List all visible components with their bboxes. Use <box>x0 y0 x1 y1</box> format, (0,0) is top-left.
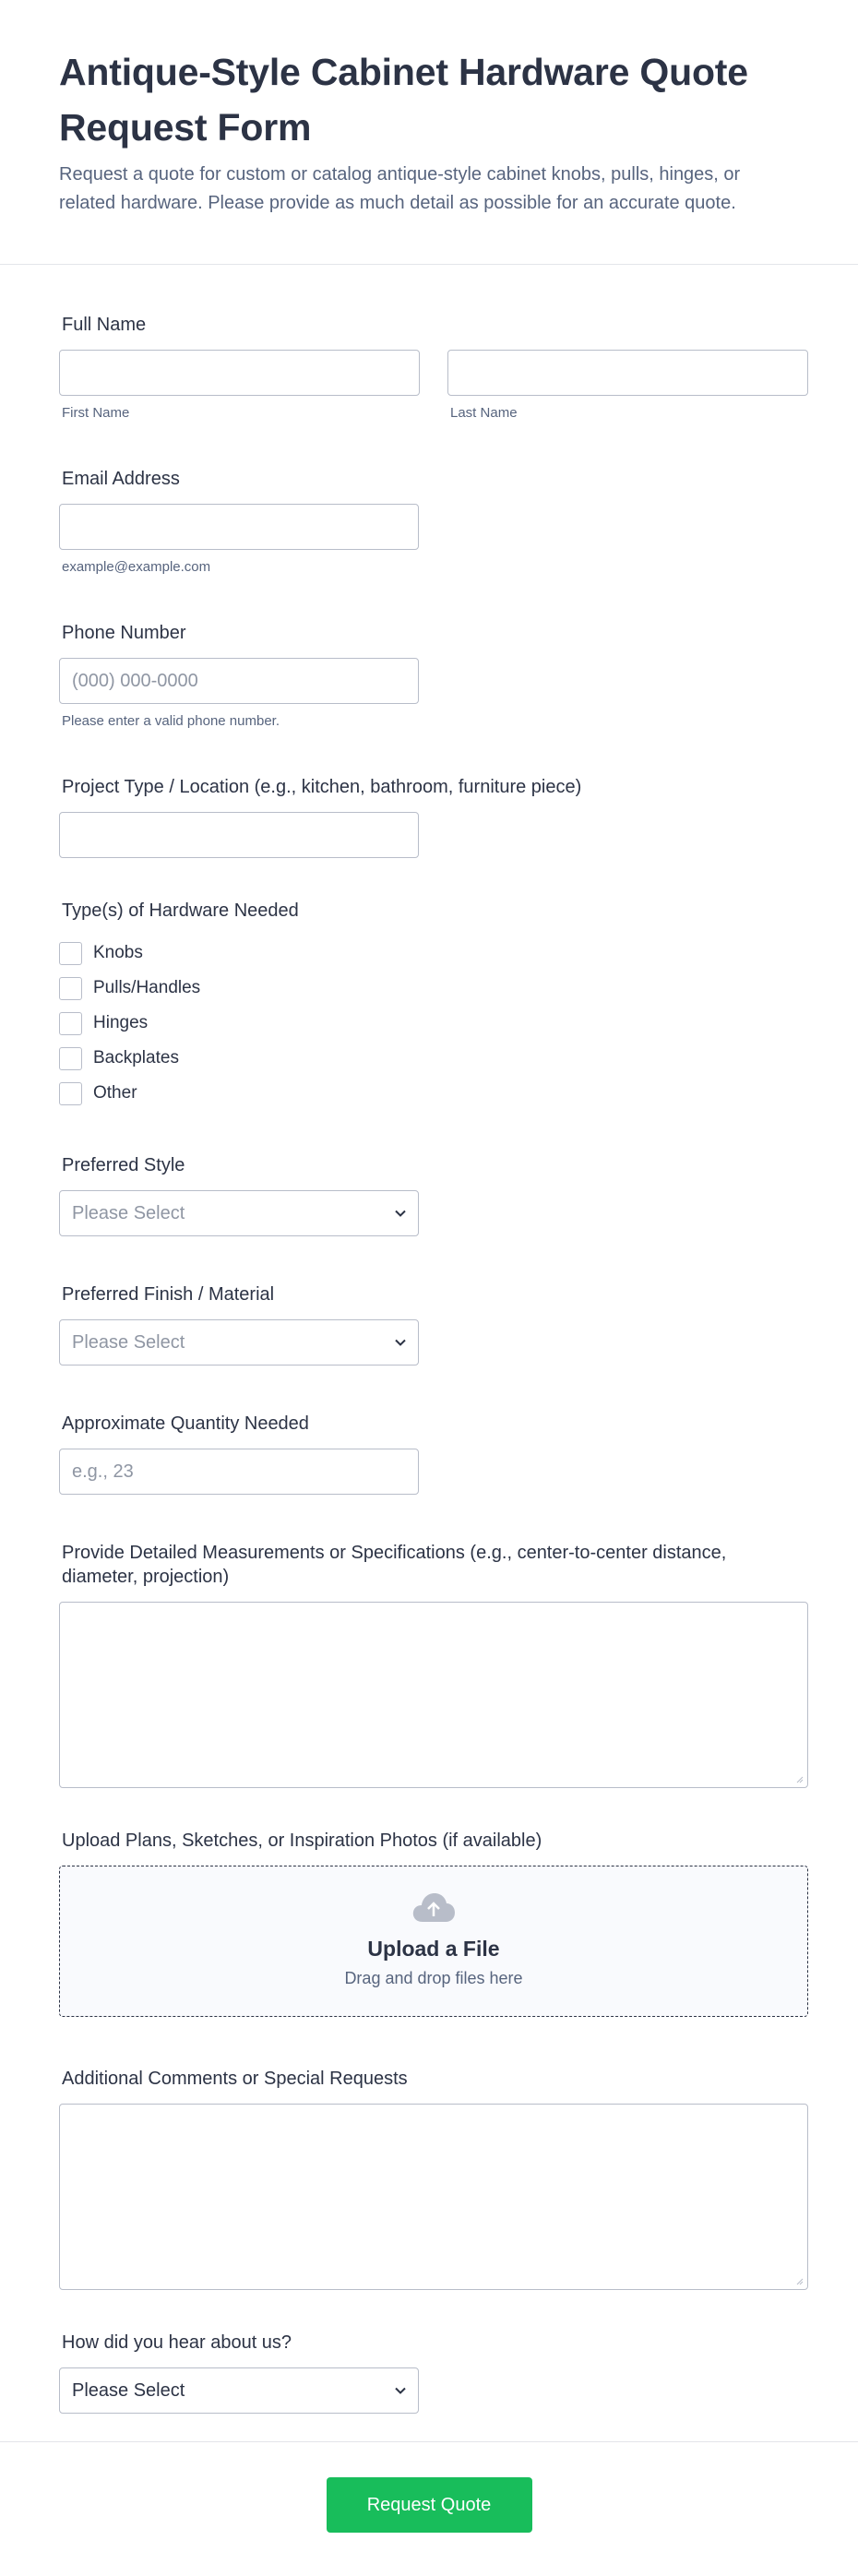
checkbox-label: Other <box>93 1083 137 1103</box>
form-header <box>0 0 858 265</box>
page-title: Antique-Style Cabinet Hardware Quote Request Form <box>59 51 748 149</box>
checkbox-knobs[interactable] <box>59 942 82 965</box>
finish-label: Preferred Finish / Material <box>62 1284 275 1305</box>
checkbox-label: Hinges <box>93 1013 149 1032</box>
finish-select-value: Please Select <box>72 1331 185 1353</box>
full-name-label: Full Name <box>62 315 147 335</box>
quote-form <box>0 265 858 2414</box>
quantity-input[interactable] <box>59 1449 419 1495</box>
checkbox-backplates[interactable] <box>59 1047 82 1070</box>
page-subtitle: Request a quote for custom or catalog antique-style cabinet knobs, pulls, hinges, or related hardware. Please provide as much detail as possible for an accurate quote. <box>59 164 741 213</box>
checkbox-item-hinges[interactable] <box>59 1006 799 1041</box>
comments-textarea-wrap <box>59 2104 808 2290</box>
checkbox-label: Pulls/Handles <box>93 978 201 997</box>
phone-sublabel: Please enter a valid phone number. <box>62 713 280 729</box>
email-label: Email Address <box>62 469 180 489</box>
comments-field <box>59 2017 799 2290</box>
project-label: Project Type / Location (e.g., kitchen, bathroom, furniture piece) <box>62 777 582 797</box>
hardware-field <box>59 858 799 1111</box>
phone-field <box>59 575 799 729</box>
full-name-field <box>59 265 799 421</box>
last-name-sublabel: Last Name <box>450 405 518 421</box>
cloud-upload-icon <box>411 1890 456 1924</box>
referral-select[interactable] <box>59 2367 419 2414</box>
project-input[interactable] <box>59 812 419 858</box>
style-select[interactable] <box>59 1190 419 1236</box>
measurements-textarea[interactable] <box>59 1602 808 1788</box>
finish-select[interactable] <box>59 1319 419 1366</box>
checkbox-item-backplates[interactable] <box>59 1041 799 1076</box>
checkbox-item-other[interactable] <box>59 1076 799 1111</box>
checkbox-item-knobs[interactable] <box>59 936 799 971</box>
phone-input[interactable] <box>59 658 419 704</box>
first-name-sublabel: First Name <box>62 405 130 421</box>
measurements-field <box>59 1495 799 1788</box>
quantity-field <box>59 1366 799 1495</box>
email-sublabel: example@example.com <box>62 559 211 575</box>
chevron-down-icon <box>394 1336 407 1349</box>
checkbox-label: Backplates <box>93 1048 179 1067</box>
style-field <box>59 1111 799 1236</box>
checkbox-hinges[interactable] <box>59 1012 82 1035</box>
referral-label: How did you hear about us? <box>62 2332 292 2353</box>
checkbox-pulls[interactable] <box>59 977 82 1000</box>
finish-field <box>59 1236 799 1366</box>
comments-textarea[interactable] <box>59 2104 808 2290</box>
upload-subtitle: Drag and drop files here <box>344 1969 523 1987</box>
checkbox-other[interactable] <box>59 1082 82 1105</box>
referral-select-value: Please Select <box>72 2379 185 2401</box>
style-select-value: Please Select <box>72 1202 185 1223</box>
last-name-input[interactable] <box>447 350 808 396</box>
resize-grip-icon[interactable] <box>794 1774 804 1783</box>
request-quote-button[interactable]: Request Quote <box>327 2477 532 2533</box>
last-name-col <box>447 350 808 421</box>
resize-grip-icon[interactable] <box>794 2276 804 2285</box>
hardware-label: Type(s) of Hardware Needed <box>62 900 299 921</box>
form-footer <box>0 2441 858 2576</box>
quantity-label: Approximate Quantity Needed <box>62 1413 309 1434</box>
first-name-col <box>59 350 420 421</box>
checkbox-label: Knobs <box>93 943 143 962</box>
measurements-textarea-wrap <box>59 1602 808 1788</box>
referral-field <box>59 2290 799 2414</box>
upload-title: Upload a File <box>367 1937 500 1961</box>
first-name-input[interactable] <box>59 350 420 396</box>
hardware-checklist <box>59 936 799 1111</box>
checkbox-item-pulls[interactable] <box>59 971 799 1006</box>
comments-label: Additional Comments or Special Requests <box>62 2069 408 2089</box>
measurements-label: Provide Detailed Measurements or Specifications (e.g., center-to-center distance, diameter, projection) <box>62 1543 727 1587</box>
file-upload-dropzone[interactable] <box>59 1866 808 2017</box>
name-row <box>59 350 799 421</box>
upload-field <box>59 1788 799 2017</box>
phone-label: Phone Number <box>62 623 186 643</box>
chevron-down-icon <box>394 2384 407 2397</box>
upload-label: Upload Plans, Sketches, or Inspiration Photos (if available) <box>62 1831 542 1851</box>
chevron-down-icon <box>394 1207 407 1220</box>
style-label: Preferred Style <box>62 1155 185 1175</box>
project-field <box>59 729 799 858</box>
email-field <box>59 421 799 575</box>
email-input[interactable] <box>59 504 419 550</box>
